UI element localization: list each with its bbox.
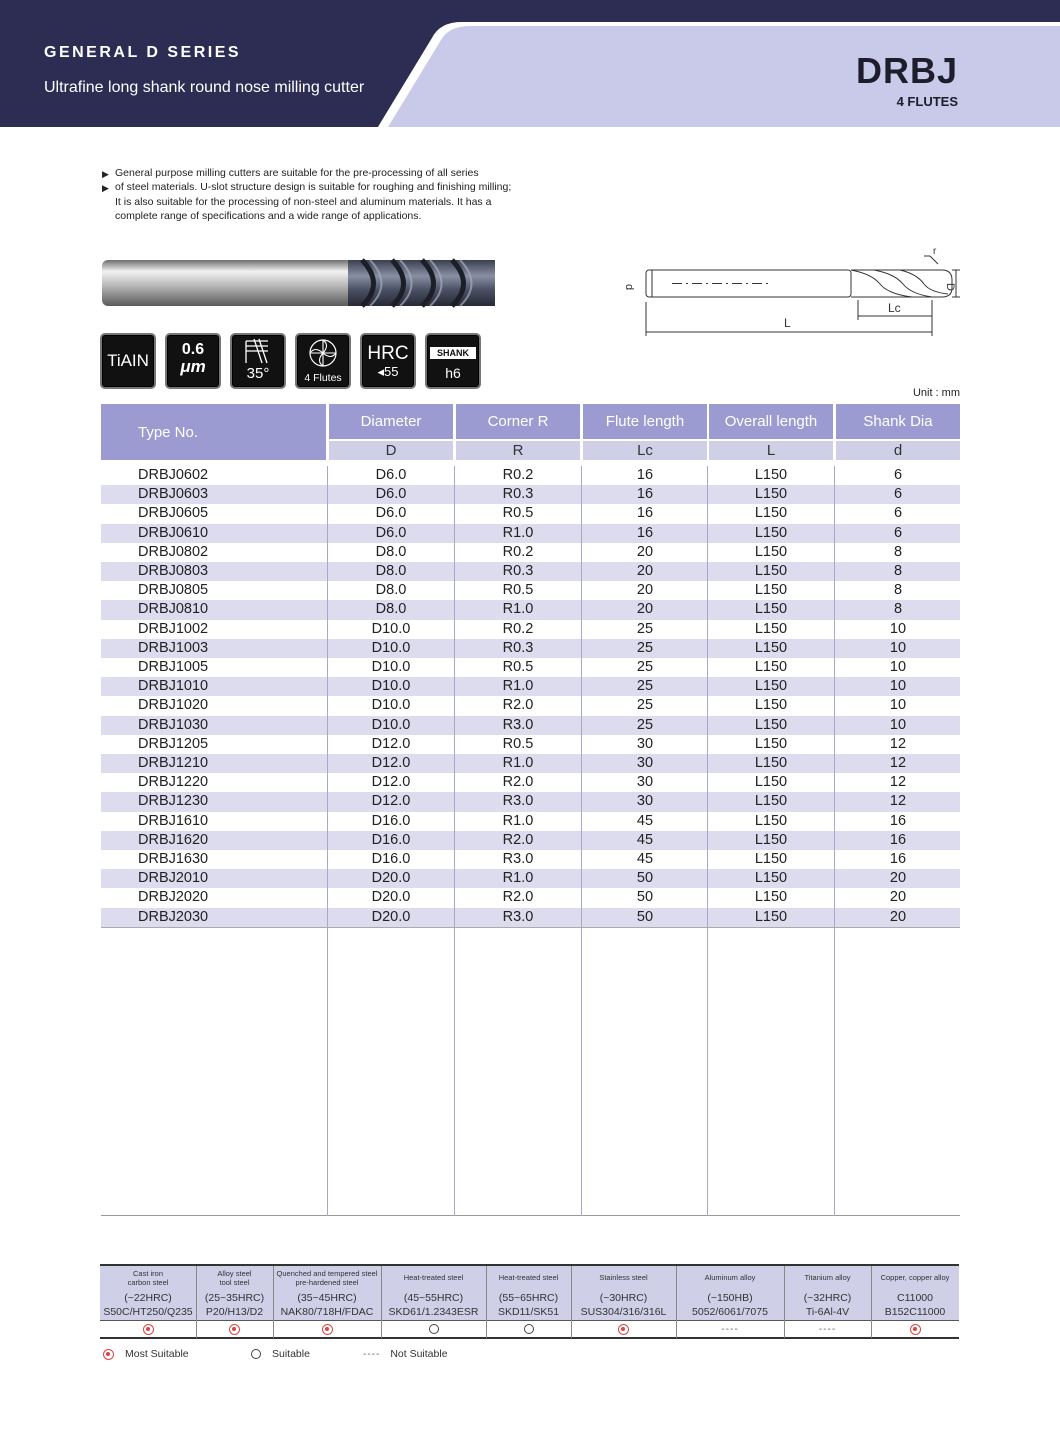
- table-cell: DRBJ0802: [138, 543, 209, 560]
- label-overall-length-L: L: [784, 316, 791, 330]
- table-cell: R1.0: [502, 601, 534, 618]
- table-cell: D8.0: [375, 601, 407, 618]
- table-cell: 30: [636, 774, 654, 791]
- table-cell: D12.0: [371, 774, 411, 791]
- material-hardness: C11000: [896, 1292, 933, 1304]
- column-divider: [676, 1266, 677, 1338]
- table-cell: 6: [893, 467, 903, 483]
- table-cell: 50: [636, 908, 654, 925]
- label-radius-r: r: [933, 246, 937, 257]
- tool-dimension-diagram: [612, 244, 964, 338]
- table-cell: R3.0: [502, 851, 534, 867]
- material-column: [571, 1266, 676, 1320]
- table-cell: D6.0: [375, 467, 407, 483]
- material-column: [784, 1266, 871, 1320]
- most-suitable-icon: [229, 1324, 240, 1335]
- table-cell: L150: [754, 467, 788, 483]
- table-cell: 16: [889, 851, 907, 867]
- table-cell: 8: [893, 543, 903, 560]
- table-cell: 50: [636, 870, 654, 887]
- material-name-line: Aluminum alloy: [704, 1273, 756, 1283]
- bullet-arrow-icon: ▶: [102, 183, 109, 194]
- table-cell: 16: [636, 505, 654, 522]
- column-divider: [327, 466, 328, 1216]
- table-cell: D16.0: [371, 851, 411, 867]
- material-name-line: Quenched and tempered steel: [276, 1269, 378, 1278]
- table-cell: 16: [889, 812, 907, 829]
- table-cell: 16: [636, 524, 654, 541]
- legend-not-suitable: ---- Not Suitable: [363, 1348, 448, 1360]
- table-cell: DRBJ1610: [138, 812, 209, 829]
- table-cell: 20: [636, 601, 654, 618]
- material-hardness: (~150HB): [707, 1292, 753, 1304]
- table-cell: D10.0: [371, 659, 411, 675]
- table-row: [101, 812, 960, 831]
- material-grades: Ti-6Al-4V: [805, 1306, 850, 1318]
- table-cell: L150: [754, 524, 788, 541]
- hardness-badge: HRC ◂55: [360, 333, 416, 389]
- page-header: [0, 0, 1060, 127]
- column-divider: [196, 1266, 197, 1338]
- table-cell: 16: [636, 467, 654, 483]
- table-cell: DRBJ1003: [138, 639, 209, 656]
- label-diameter-D: D: [944, 283, 956, 291]
- material-name-line: Heat-treated steel: [498, 1273, 559, 1283]
- table-cell: D20.0: [371, 908, 411, 925]
- column-divider: [381, 1266, 382, 1338]
- table-row: [101, 466, 960, 485]
- table-cell: L150: [754, 889, 788, 906]
- label-shank-d: d: [623, 284, 635, 291]
- column-divider: [273, 1266, 274, 1338]
- table-cell: 10: [889, 678, 907, 695]
- table-row: [101, 504, 960, 523]
- table-cell: R1.0: [502, 870, 534, 887]
- material-grades: SUS304/316/316L: [580, 1306, 667, 1318]
- table-cell: L150: [754, 505, 788, 522]
- material-name-line: Copper, copper alloy: [880, 1273, 950, 1283]
- table-cell: DRBJ2010: [138, 870, 209, 887]
- col-header-corner-r: Corner R: [456, 404, 580, 439]
- column-divider: [454, 466, 455, 1216]
- col-subheader-corner-r: R: [456, 441, 580, 460]
- table-cell: R0.3: [502, 639, 534, 656]
- table-cell: 30: [636, 755, 654, 771]
- table-row: [101, 677, 960, 696]
- material-column: [486, 1266, 571, 1320]
- most-suitable-icon: [143, 1324, 154, 1335]
- table-row: [101, 735, 960, 754]
- table-cell: 20: [636, 582, 654, 599]
- table-cell: L150: [754, 908, 788, 925]
- table-cell: R2.0: [502, 774, 534, 791]
- material-column: [196, 1266, 273, 1320]
- table-cell: 20: [636, 543, 654, 560]
- material-column: [871, 1266, 959, 1320]
- table-cell: DRBJ2030: [138, 908, 209, 925]
- table-row: [101, 869, 960, 888]
- table-cell: D8.0: [375, 582, 407, 599]
- shank-tolerance-badge: SHANK h6: [425, 333, 481, 389]
- not-suitable-icon: ----: [721, 1323, 739, 1335]
- description-line: ▶ of steel materials. U-slot structure design is suitable for roughing and finishing milling;: [102, 180, 542, 194]
- table-cell: L150: [754, 870, 788, 887]
- column-divider: [784, 1266, 785, 1338]
- material-header-row: [100, 1266, 959, 1320]
- table-cell: L150: [754, 793, 788, 810]
- table-row: [101, 485, 960, 504]
- table-cell: R0.5: [502, 582, 534, 599]
- legend-most-suitable: Most Suitable: [103, 1348, 189, 1360]
- material-hardness: (25~35HRC): [204, 1292, 265, 1304]
- table-rule: [101, 927, 960, 928]
- table-cell: L150: [754, 582, 788, 599]
- material-name: [381, 1266, 486, 1291]
- table-cell: D20.0: [371, 889, 411, 906]
- helix-icon: [232, 337, 284, 367]
- material-hardness: (~30HRC): [599, 1292, 648, 1304]
- table-row: [101, 792, 960, 811]
- table-row: [101, 620, 960, 639]
- table-cell: DRBJ1620: [138, 831, 209, 848]
- table-row: [101, 524, 960, 543]
- table-cell: DRBJ0603: [138, 486, 209, 503]
- table-cell: 20: [889, 870, 907, 887]
- col-subheader-flute-length: Lc: [583, 441, 707, 460]
- table-cell: L150: [754, 659, 788, 675]
- table-cell: 25: [636, 620, 654, 637]
- material-grades: 5052/6061/7075: [692, 1306, 768, 1318]
- material-column: [100, 1266, 196, 1320]
- table-cell: R0.5: [502, 659, 534, 675]
- suitability-cell: [196, 1321, 273, 1337]
- material-name-line: carbon steel: [127, 1277, 169, 1287]
- table-cell: D10.0: [371, 639, 411, 656]
- table-cell: 8: [893, 601, 903, 618]
- table-cell: DRBJ0803: [138, 563, 209, 579]
- material-hardness: (~22HRC): [124, 1292, 172, 1304]
- column-divider: [486, 1266, 487, 1338]
- table-cell: R0.3: [502, 563, 534, 579]
- table-cell: 12: [889, 755, 907, 771]
- table-cell: 16: [636, 486, 654, 503]
- column-divider: [871, 1266, 872, 1338]
- table-cell: DRBJ1210: [138, 755, 209, 771]
- col-header-diameter: Diameter: [329, 404, 453, 439]
- table-cell: 30: [636, 735, 654, 752]
- table-cell: 10: [889, 716, 907, 733]
- not-suitable-icon: ----: [818, 1323, 837, 1335]
- table-row: [101, 850, 960, 869]
- table-cell: 10: [889, 659, 907, 675]
- table-cell: D6.0: [375, 505, 407, 522]
- table-row: [101, 831, 960, 850]
- table-cell: 20: [636, 563, 654, 579]
- table-cell: DRBJ1220: [138, 774, 209, 791]
- material-name-line: tool steel: [219, 1277, 250, 1287]
- table-cell: 45: [636, 851, 654, 867]
- table-cell: D10.0: [371, 620, 411, 637]
- table-cell: 12: [889, 774, 907, 791]
- table-row: [101, 581, 960, 600]
- table-cell: 20: [889, 908, 907, 925]
- table-cell: 50: [636, 889, 654, 906]
- suitability-cell: [571, 1321, 676, 1337]
- column-divider: [707, 466, 708, 1216]
- table-cell: DRBJ2020: [138, 889, 209, 906]
- table-cell: 25: [636, 659, 654, 675]
- table-cell: DRBJ1230: [138, 793, 209, 810]
- flutes-badge: 4 Flutes: [295, 333, 351, 389]
- table-cell: R2.0: [502, 831, 534, 848]
- table-cell: D8.0: [375, 563, 407, 579]
- table-cell: R2.0: [502, 889, 534, 906]
- unit-label: Unit : mm: [912, 387, 960, 399]
- table-cell: L150: [754, 639, 788, 656]
- table-cell: L150: [754, 620, 788, 637]
- table-cell: L150: [754, 543, 788, 560]
- table-cell: D8.0: [375, 543, 407, 560]
- suitable-icon: [429, 1324, 439, 1334]
- table-row: [101, 600, 960, 619]
- table-cell: 45: [636, 812, 654, 829]
- table-cell: R0.5: [502, 735, 534, 752]
- table-cell: L150: [754, 755, 788, 771]
- material-name: [784, 1266, 871, 1291]
- bullet-arrow-icon: ▶: [102, 169, 109, 179]
- suitable-icon: [524, 1324, 534, 1334]
- table-cell: 25: [636, 716, 654, 733]
- table-cell: DRBJ0605: [138, 505, 209, 522]
- not-suitable-icon: ----: [363, 1348, 381, 1360]
- table-cell: 20: [889, 889, 907, 906]
- helix-angle-badge: 35°: [230, 333, 286, 389]
- table-cell: DRBJ1205: [138, 735, 209, 752]
- suitable-icon: [251, 1349, 261, 1359]
- table-cell: DRBJ1002: [138, 620, 209, 637]
- table-cell: DRBJ1010: [138, 678, 209, 695]
- table-cell: L150: [754, 563, 788, 579]
- col-header-shank-dia: Shank Dia: [836, 404, 960, 439]
- spec-table: [101, 404, 960, 925]
- table-cell: D10.0: [371, 716, 411, 733]
- material-grades: NAK80/718H/FDAC: [280, 1306, 374, 1318]
- coating-badge: TiAIN: [100, 333, 156, 389]
- table-cell: D6.0: [375, 486, 407, 503]
- table-cell: 10: [889, 639, 907, 656]
- suitability-cell: [784, 1321, 871, 1337]
- table-cell: L150: [754, 716, 788, 733]
- table-cell: L150: [754, 697, 788, 714]
- table-cell: L150: [754, 601, 788, 618]
- suitability-cell: [871, 1321, 959, 1337]
- material-hardness: (35~45HRC): [297, 1292, 357, 1304]
- table-cell: DRBJ1005: [138, 659, 209, 675]
- table-cell: DRBJ0805: [138, 582, 209, 599]
- grain-size-badge: 0.6 μm: [165, 333, 221, 389]
- table-cell: 6: [893, 505, 903, 522]
- table-cell: R0.2: [502, 620, 534, 637]
- tool-photo: [100, 254, 496, 314]
- material-column: [381, 1266, 486, 1320]
- most-suitable-icon: [618, 1324, 629, 1335]
- table-cell: D12.0: [371, 755, 411, 771]
- table-cell: R1.0: [502, 812, 534, 829]
- material-name: [273, 1266, 381, 1291]
- material-grades: P20/H13/D2: [205, 1306, 264, 1318]
- table-cell: 25: [636, 697, 654, 714]
- material-name: [871, 1266, 959, 1291]
- table-cell: 10: [889, 620, 907, 637]
- model-code: DRBJ: [855, 50, 958, 91]
- spec-table-body: [101, 466, 960, 1216]
- description-line: It is also suitable for the processing of non-steel and aluminum materials. It has a: [115, 195, 492, 208]
- material-name-line: Cast iron: [132, 1269, 163, 1278]
- spec-table-header: [101, 404, 960, 462]
- table-cell: D16.0: [371, 831, 411, 848]
- material-hardness: (55~65HRC): [498, 1292, 559, 1304]
- material-name: [100, 1266, 196, 1291]
- table-cell: D6.0: [375, 524, 407, 541]
- table-row: [101, 773, 960, 792]
- column-divider: [571, 1266, 572, 1338]
- description-line: complete range of specifications and a wide range of applications.: [115, 209, 422, 222]
- table-row: [101, 754, 960, 773]
- product-subtitle: Ultrafine long shank round nose milling cutter: [44, 79, 365, 96]
- table-cell: 12: [889, 793, 907, 810]
- table-row: [101, 908, 960, 927]
- most-suitable-icon: [322, 1324, 333, 1335]
- four-flute-cross-section-icon: [297, 336, 349, 370]
- material-name-line: pre-hardened steel: [295, 1277, 359, 1287]
- material-hardness: (~32HRC): [803, 1292, 852, 1304]
- series-title: GENERAL D SERIES: [44, 44, 242, 61]
- table-cell: D12.0: [371, 793, 411, 810]
- table-cell: DRBJ0610: [138, 524, 209, 541]
- table-cell: R0.3: [502, 486, 534, 503]
- table-cell: DRBJ0602: [138, 467, 209, 483]
- material-name: [571, 1266, 676, 1291]
- table-cell: L150: [754, 812, 788, 829]
- table-cell: 30: [636, 793, 654, 810]
- table-cell: 8: [893, 582, 903, 599]
- table-cell: 25: [636, 639, 654, 656]
- table-cell: DRBJ1030: [138, 716, 209, 733]
- table-cell: L150: [754, 831, 788, 848]
- col-header-overall-length: Overall length: [709, 404, 833, 439]
- table-cell: R3.0: [502, 793, 534, 810]
- table-cell: R0.5: [502, 505, 534, 522]
- table-cell: L150: [754, 678, 788, 695]
- material-name-line: Titanium alloy: [804, 1273, 851, 1283]
- flute-count: 4 FLUTES: [896, 94, 958, 109]
- material-name-line: Alloy steel: [217, 1269, 252, 1278]
- table-cell: R2.0: [502, 697, 534, 714]
- material-name: [486, 1266, 571, 1291]
- table-cell: R0.2: [502, 467, 534, 483]
- suitability-cell: [676, 1321, 784, 1337]
- table-cell: R1.0: [502, 524, 534, 541]
- col-subheader-shank-dia: d: [836, 441, 960, 460]
- material-grades: S50C/HT250/Q235: [103, 1306, 193, 1318]
- material-name-line: Stainless steel: [599, 1273, 648, 1283]
- table-cell: R1.0: [502, 755, 534, 771]
- product-description: [102, 166, 542, 223]
- table-cell: 25: [636, 678, 654, 695]
- material-column: [273, 1266, 381, 1320]
- material-name: [196, 1266, 273, 1291]
- table-cell: L150: [754, 774, 788, 791]
- column-divider: [581, 466, 582, 1216]
- table-cell: 12: [889, 735, 907, 752]
- suitability-cell: [273, 1321, 381, 1337]
- table-row: [101, 543, 960, 562]
- table-cell: D10.0: [371, 697, 411, 714]
- most-suitable-icon: [910, 1324, 921, 1335]
- suitability-cell: [100, 1321, 196, 1337]
- table-row: [101, 696, 960, 715]
- table-row: [101, 716, 960, 735]
- table-rule: [100, 1337, 959, 1339]
- description-line: ▶ General purpose milling cutters are suitable for the pre-processing of all series: [102, 166, 542, 180]
- table-cell: D16.0: [371, 812, 411, 829]
- table-cell: 16: [889, 831, 907, 848]
- table-cell: 10: [889, 697, 907, 714]
- material-column: [676, 1266, 784, 1320]
- table-cell: R0.2: [502, 543, 534, 560]
- material-name-line: Heat-treated steel: [403, 1273, 464, 1283]
- material-grades: SKD61/1.2343ESR: [388, 1306, 479, 1318]
- table-cell: R3.0: [502, 908, 534, 925]
- col-header-type: Type No.: [101, 404, 326, 460]
- table-cell: 45: [636, 831, 654, 848]
- label-flute-length-Lc: Lc: [888, 301, 901, 315]
- column-divider: [834, 466, 835, 1216]
- table-cell: R3.0: [502, 716, 534, 733]
- table-row: [101, 888, 960, 907]
- material-name: [676, 1266, 784, 1291]
- suitability-cell: [486, 1321, 571, 1337]
- table-cell: D20.0: [371, 870, 411, 887]
- legend-suitable: Suitable: [251, 1348, 310, 1360]
- table-row: [101, 639, 960, 658]
- table-cell: DRBJ1020: [138, 697, 209, 714]
- table-row: [101, 562, 960, 581]
- most-suitable-icon: [103, 1349, 114, 1360]
- table-row: [101, 658, 960, 677]
- table-cell: D10.0: [371, 678, 411, 695]
- material-grades: B152C11000: [884, 1306, 946, 1318]
- table-cell: D12.0: [371, 735, 411, 752]
- table-cell: L150: [754, 735, 788, 752]
- table-cell: L150: [754, 851, 788, 867]
- table-cell: L150: [754, 486, 788, 503]
- table-cell: R1.0: [502, 678, 534, 695]
- col-subheader-diameter: D: [329, 441, 453, 460]
- suitability-cell: [381, 1321, 486, 1337]
- table-cell: 8: [893, 563, 903, 579]
- table-cell: DRBJ0810: [138, 601, 209, 618]
- material-hardness: (45~55HRC): [403, 1292, 464, 1304]
- col-header-flute-length: Flute length: [583, 404, 707, 439]
- col-subheader-overall-length: L: [709, 441, 833, 460]
- material-grades: SKD11/SK51: [497, 1306, 560, 1318]
- table-cell: 6: [893, 524, 903, 541]
- table-cell: 6: [893, 486, 903, 503]
- table-cell: DRBJ1630: [138, 851, 209, 867]
